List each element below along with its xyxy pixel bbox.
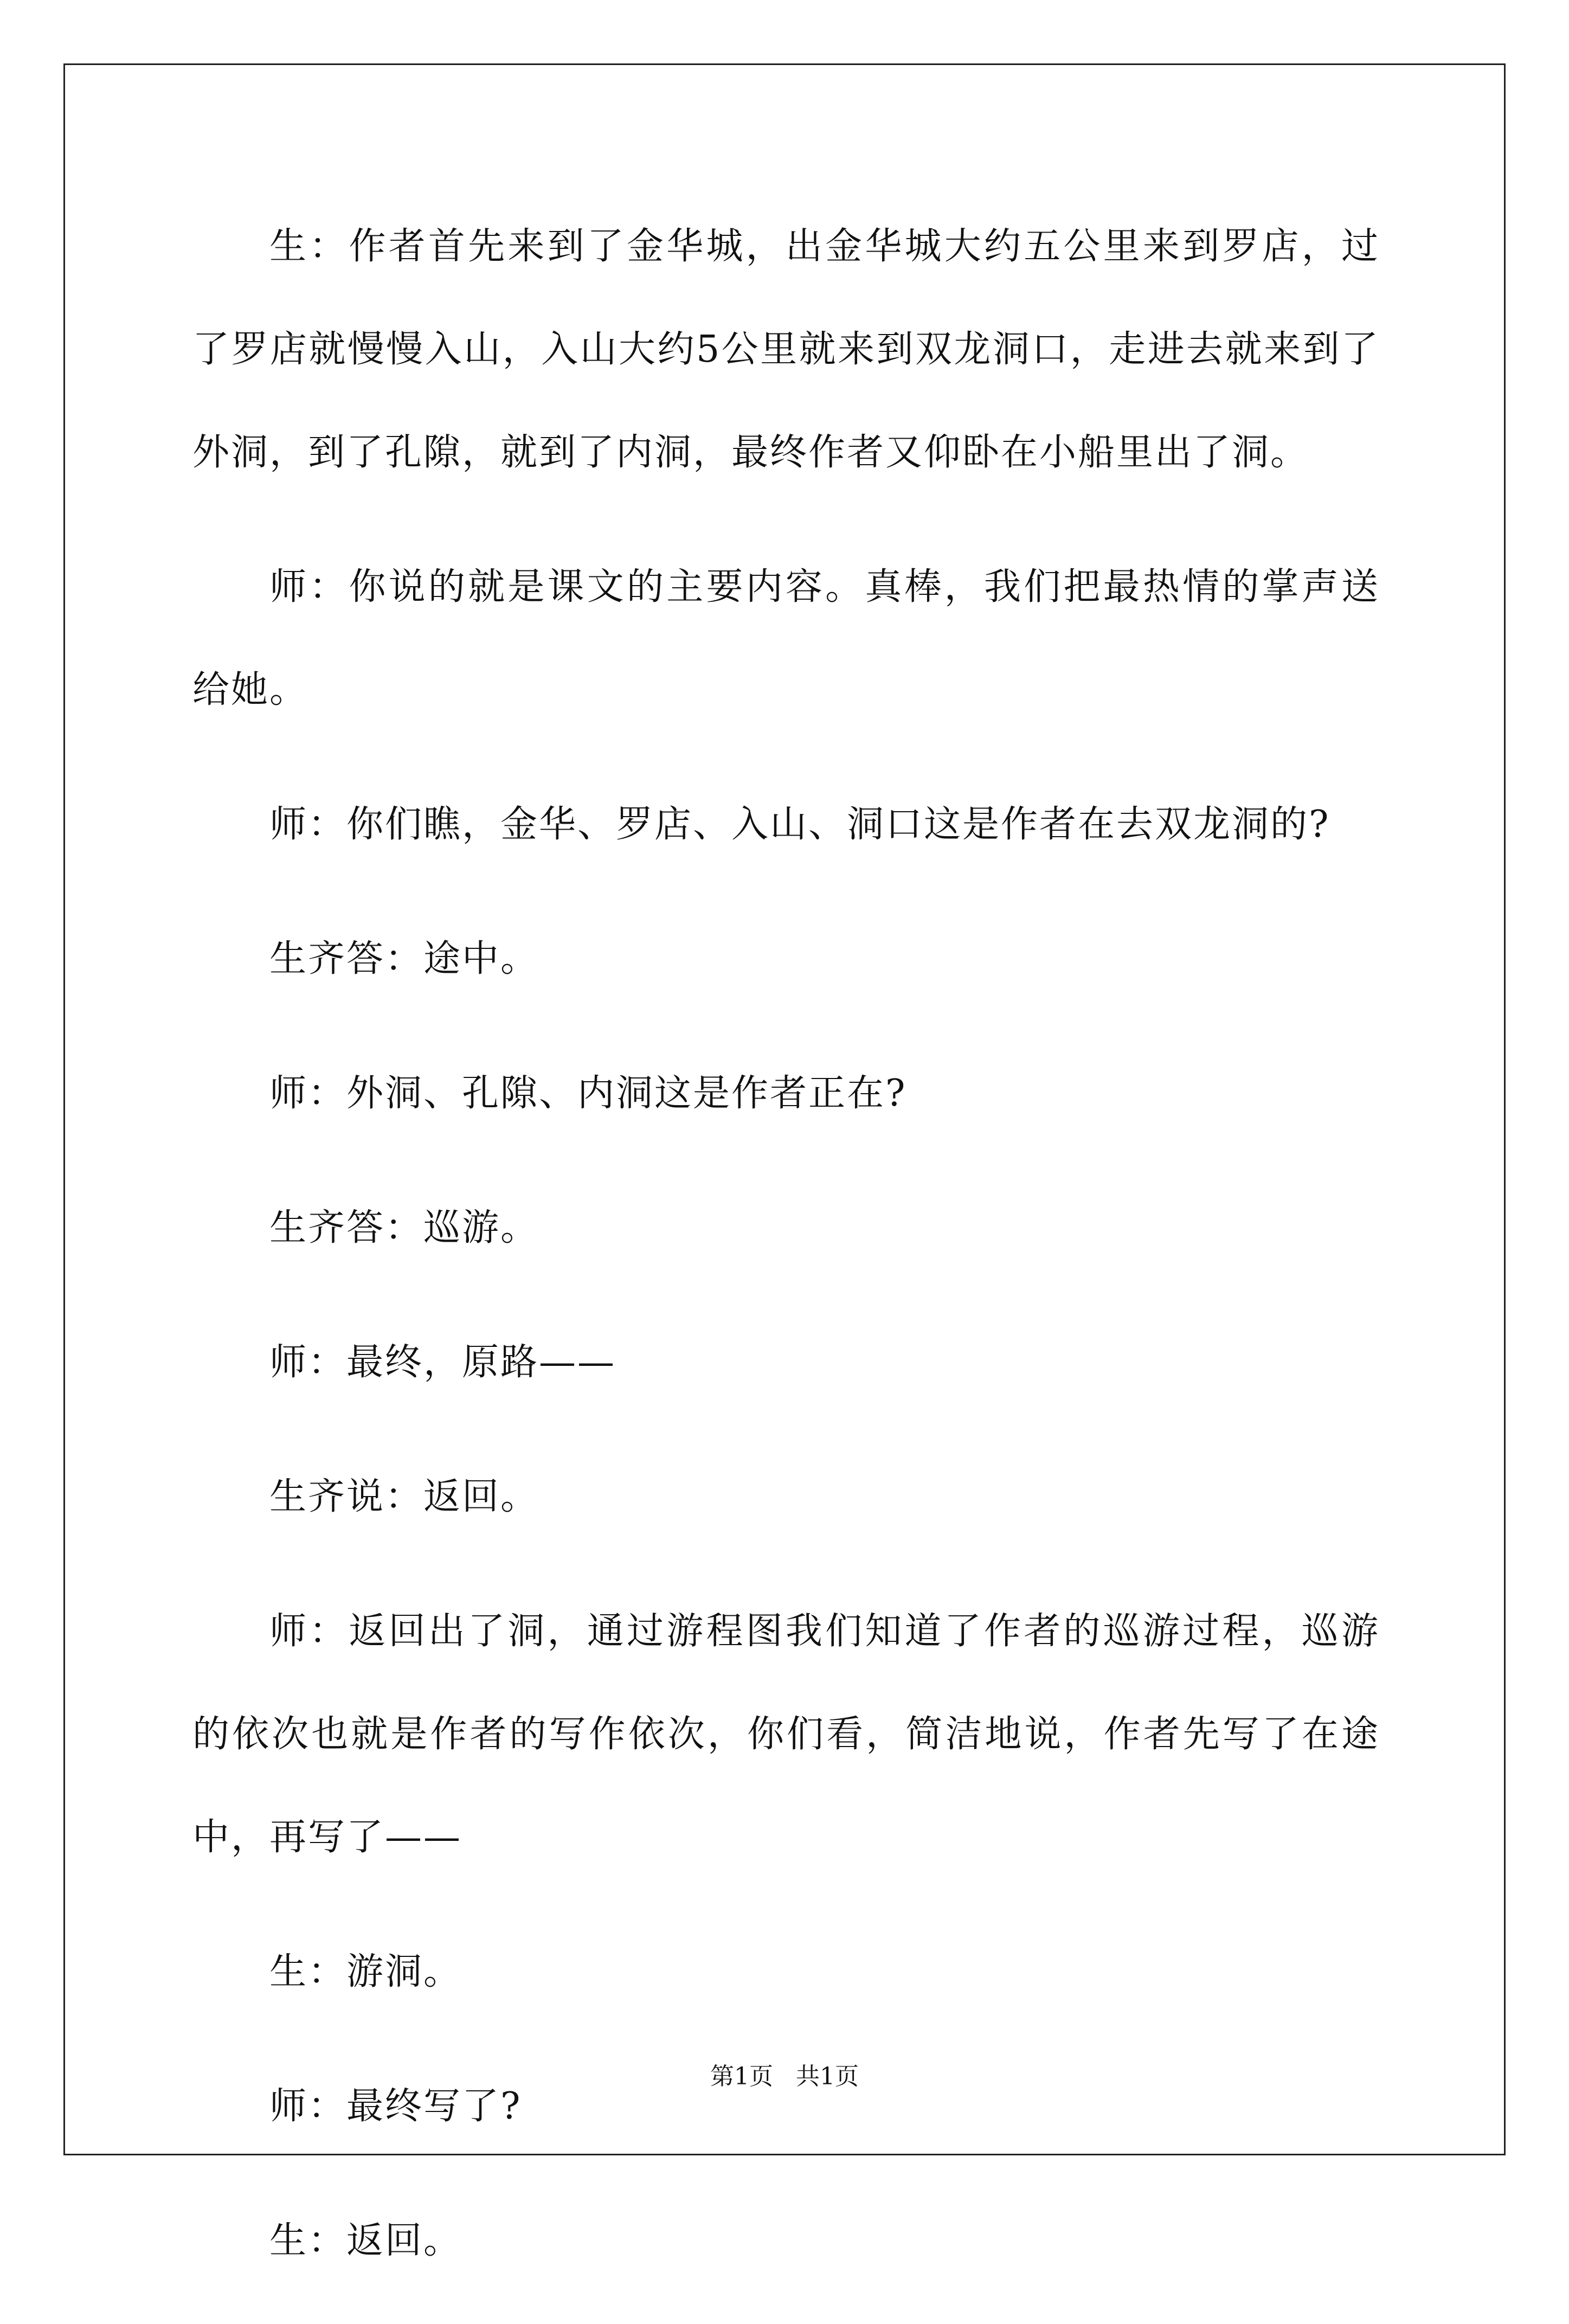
paragraph: 生：返回。 bbox=[269, 2219, 462, 2262]
paragraph: 生齐答：途中。 bbox=[269, 938, 539, 980]
document-body bbox=[192, 195, 1380, 2324]
paragraph: 生齐说：返回。 bbox=[269, 1475, 539, 1518]
page-footer: 第1页 共1页 bbox=[710, 2063, 859, 2090]
paragraph: 师：你们瞧，金华、罗店、入山、洞口这是作者在去双龙洞的? bbox=[269, 803, 1330, 846]
paragraph: 师：你说的就是课文的主要内容。真棒，我们把最热情的掌声送给她。 bbox=[192, 566, 1380, 711]
paragraph: 生齐答：巡游。 bbox=[269, 1206, 539, 1249]
paragraph: 师：返回出了洞，通过游程图我们知道了作者的巡游过程，巡游的依次也就是作者的写作依次，你们看，简洁地说，作者先写了在途中，再写了—— bbox=[192, 1610, 1380, 1859]
paragraph: 师：最终写了? bbox=[269, 2085, 522, 2128]
paragraph: 生：游洞。 bbox=[269, 1950, 462, 1993]
paragraph: 师：外洞、孔隙、内洞这是作者正在? bbox=[269, 1072, 907, 1115]
paragraph: 师：最终，原路—— bbox=[269, 1341, 616, 1384]
paragraph: 生：作者首先来到了金华城，出金华城大约五公里来到罗店，过了罗店就慢慢入山，入山大约5公里就来到双龙洞口，走进去就来到了外洞，到了孔隙，就到了内洞，最终作者又仰卧在小船里出了洞。 bbox=[192, 225, 1380, 474]
